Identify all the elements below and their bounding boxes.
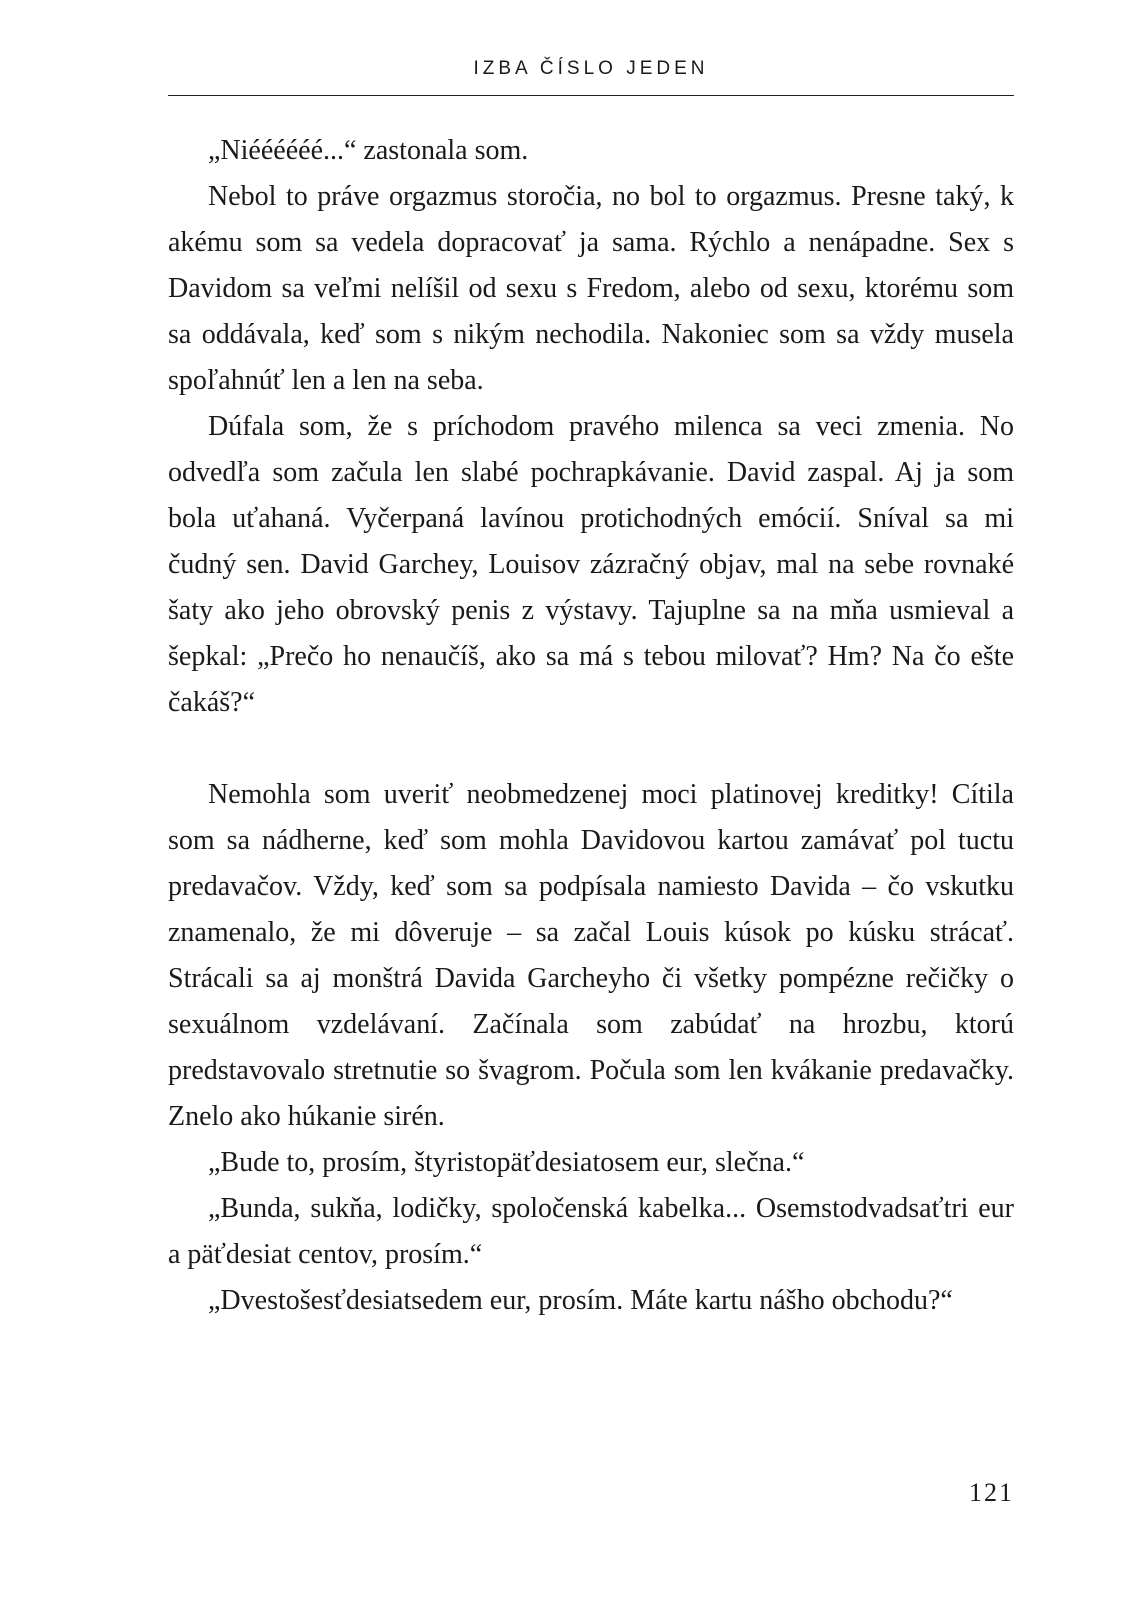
paragraph: Nemohla som uveriť neobmedzenej moci platinovej kreditky! Cítila som sa nádherne, keď som mohla Davidovou kartou zamávať pol tuctu predavačov. Vždy, keď som sa podpísala namiesto Davida – čo vskutku znamenalo, že mi dôveruje – sa začal Louis kúsok po kúsku strácať. Strácali sa aj monštrá Davida Garcheyho či všetky pompézne rečičky o sexuálnom vzdelávaní. Začínala som zabúdať na hrozbu, ktorú predstavovalo stretnutie so švagrom. Počula som len kvákanie predavačky. Znelo ako húkanie sirén. xyxy=(168,779,1014,1132)
running-head-title: IZBA ČÍSLO JEDEN xyxy=(473,58,709,79)
section-break xyxy=(168,726,1014,772)
header-rule xyxy=(168,95,1014,96)
paragraph: „Dvestošesťdesiatsedem eur, prosím. Máte kartu nášho obchodu?“ xyxy=(208,1285,953,1316)
paragraph: „Niéééééé...“ zastonala som. xyxy=(208,135,529,166)
paragraph: „Bude to, prosím, štyristopäťdesiatosem eur, slečna.“ xyxy=(208,1147,805,1178)
paragraph: Nebol to práve orgazmus storočia, no bol to orgazmus. Presne taký, k akému som sa vedela dopracovať ja sama. Rýchlo a nenápadne. Sex s Davidom sa veľmi nelíšil od sexu s Fredom, alebo od sexu, ktorému som sa oddávala, keď som s nikým nechodila. Nakoniec som sa vždy musela spoľahnúť len a len na seba. xyxy=(168,181,1014,396)
body-text xyxy=(168,128,1014,1324)
paragraph: Dúfala som, že s príchodom pravého milenca sa veci zmenia. No odvedľa som začula len slabé pochrapkávanie. David zaspal. Aj ja som bola uťahaná. Vyčerpaná lavínou protichodných emócií. Sníval sa mi čudný sen. David Garchey, Louisov zázračný objav, mal na sebe rovnaké šaty ako jeho obrovský penis z výstavy. Tajuplne sa na mňa usmieval a šepkal: „Prečo ho nenaučíš, ako sa má s tebou milovať? Hm? Na čo ešte čakáš?“ xyxy=(168,411,1014,718)
paragraph: „Bunda, sukňa, lodičky, spoločenská kabelka... Osemstodvadsaťtri eur a päťdesiat centov, prosím.“ xyxy=(168,1193,1014,1270)
page-number: 121 xyxy=(969,1478,1014,1507)
